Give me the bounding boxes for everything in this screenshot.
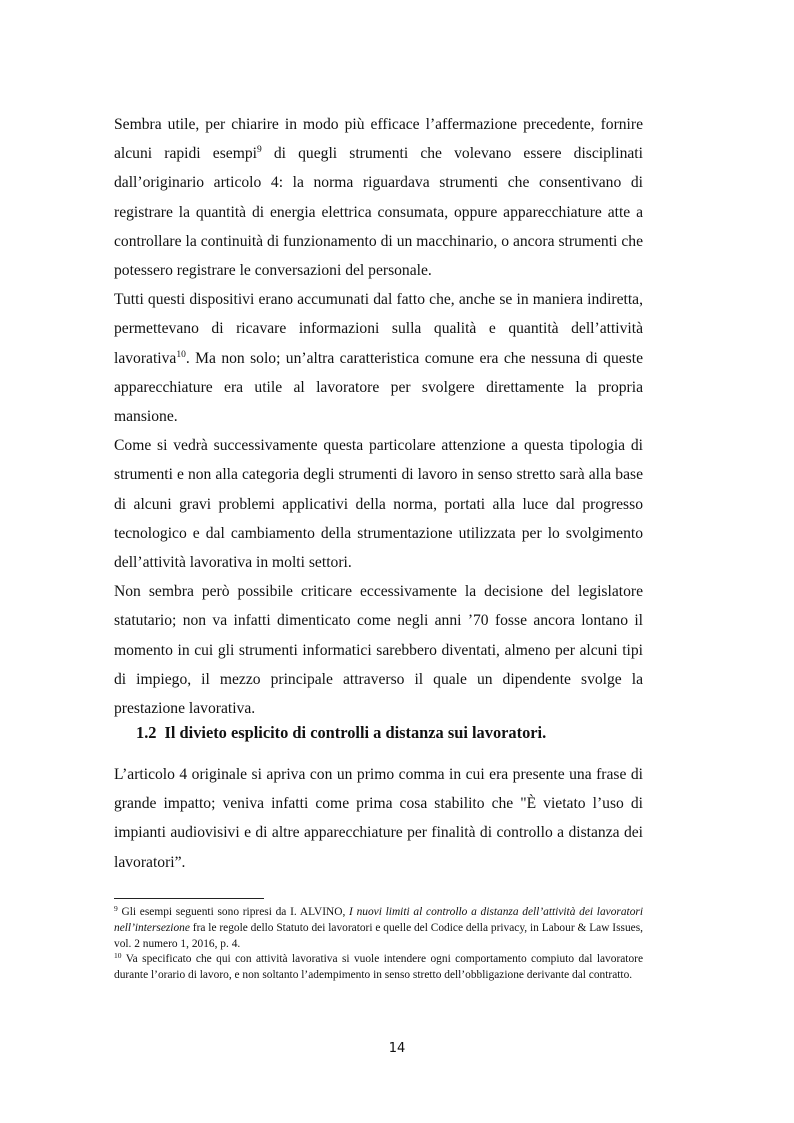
footnote-text: Va specificato che qui con attività lavorativa si vuole intendere ogni comportamento compiuto dal lavoratore durante l’orario di lavoro, e non soltanto l’adempimento in senso stretto dell’obbligazione derivante dal contratto. bbox=[114, 953, 643, 982]
section-heading bbox=[136, 720, 656, 746]
footnote bbox=[114, 905, 643, 952]
paragraph bbox=[114, 285, 643, 431]
footnote-text: fra le regole dello Statuto dei lavoratori e quelle del Codice della privacy, in Labour & Law Issues, vol. 2 numero 1, 2016, p. 4. bbox=[114, 921, 643, 950]
footnote-cited-title: I nuovi limiti al controllo a distanza dell’attività dei lavoratori nell’intersezione bbox=[114, 906, 643, 934]
paragraph bbox=[114, 110, 643, 285]
footnote-reference[interactable]: 9 bbox=[256, 145, 262, 156]
paragraph-text: Sembra utile, per chiarire in modo più efficace l’affermazione precedente, fornire alcuni rapidi esempi bbox=[114, 116, 643, 163]
section-number: 1.2 bbox=[136, 723, 157, 742]
footnote-separator bbox=[114, 898, 264, 899]
footnote-marker: 9 bbox=[114, 904, 118, 913]
footnotes bbox=[114, 905, 643, 984]
paragraph: Non sembra però possibile criticare eccessivamente la decisione del legislatore statutario; non va infatti dimenticato come negli anni ’70 fosse ancora lontano il momento in cui gli strumenti informatici sarebbero diventati, almeno per alcuni tipi di impiego, il mezzo principale attraverso il quale un dipendente svolge la prestazione lavorativa. bbox=[114, 583, 643, 718]
paragraph-text: . Ma non solo; un’altra caratteristica comune era che nessuna di queste apparecchiature era utile al lavoratore per svolgere direttamente la propria mansione. bbox=[114, 349, 643, 426]
section-body-text bbox=[114, 760, 643, 877]
footnote-marker: 10 bbox=[114, 951, 122, 961]
paragraph: L’articolo 4 originale si apriva con un primo comma in cui era presente una frase di grande impatto; veniva infatti come prima cosa stabilito che "È vietato l’uso di impianti audiovisivi e di altre apparecchiature per finalità di controllo a distanza dei lavoratori”. bbox=[114, 766, 643, 871]
footnote-text: Gli esempi seguenti sono ripresi da I. ALVINO, bbox=[117, 906, 350, 918]
main-body-text bbox=[114, 110, 643, 723]
paragraph: Come si vedrà successivamente questa particolare attenzione a questa tipologia di strumenti e non alla categoria degli strumenti di lavoro in senso stretto sarà alla base di alcuni gravi problemi applicativi della norma, portati alla luce dal progresso tecnologico e dal cambiamento della strumentazione utilizzata per lo svolgimento dell’attività lavorativa in molti settori. bbox=[114, 437, 643, 572]
paragraph-text: Tutti questi dispositivi erano accumunati dal fatto che, anche se in maniera indiretta, permettevano di ricavare informazioni sulla qualità e quantità dell’attività lavorativa bbox=[114, 291, 643, 367]
footnote bbox=[114, 952, 643, 984]
footnote-reference[interactable]: 10 bbox=[176, 349, 186, 360]
page-number: 14 bbox=[388, 1041, 406, 1056]
section-title: Il divieto esplicito di controlli a distanza sui lavoratori. bbox=[164, 723, 547, 742]
paragraph-text: di quegli strumenti che volevano essere disciplinati dall’originario articolo 4: la norma riguardava strumenti che consentivano di registrare la quantità di energia elettrica consumata, oppure apparecchiature atte a controllare la continuità di funzionamento di un macchinario, o ancora strumenti che potessero registrare le conversazioni del personale. bbox=[114, 145, 643, 280]
